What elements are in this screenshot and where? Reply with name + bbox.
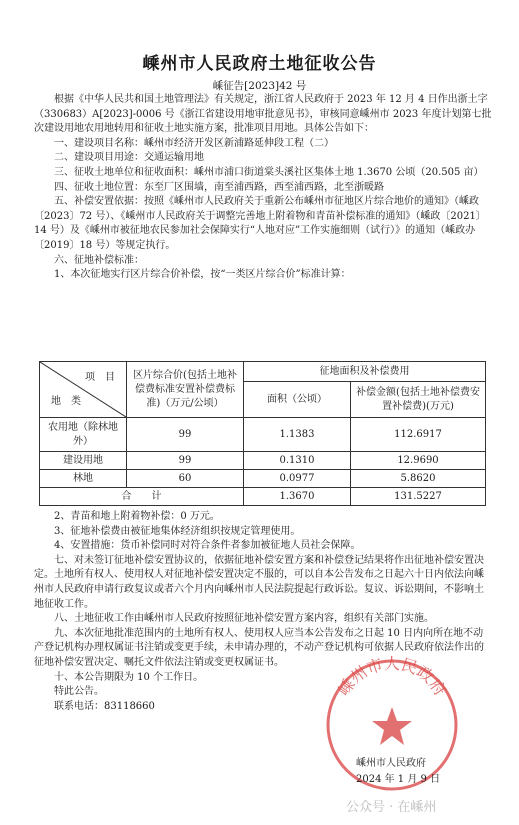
table-row xyxy=(40,418,486,452)
row-area: 0.1310 xyxy=(244,452,351,470)
item-implementation: 八、土地征收工作由嵊州市人民政府按照征地补偿安置方案内容，组织有关部门实施。 xyxy=(54,613,434,625)
closing-remark: 特此公告。 xyxy=(54,686,104,698)
compensation-table xyxy=(39,361,486,506)
table-row xyxy=(40,470,486,488)
header-price: 区片综合价(包括土地补偿费标准安置补偿费标准)（万元/公顷） xyxy=(127,362,244,418)
contact-phone: 联系电话：83118660 xyxy=(54,700,155,712)
row-price: 99 xyxy=(127,452,244,470)
row-amount: 112.6917 xyxy=(351,418,486,452)
table-row xyxy=(40,452,486,470)
corner-bottom-label: 地 类 xyxy=(51,395,81,407)
item-registration: 九、本次征地批准范围内的土地所有权人、使用权人应当本公告发布之日起 10 日内向所在地不动产登记机构办理权属证书注销或变更手续，未申请办理的，不动产登记机构可依据人民政府依法作出的征地补偿安置决定、嘱托文件依法注销或变更权属证书。 xyxy=(34,627,484,668)
diagonal-line xyxy=(40,362,126,417)
item-project-use: 二、建设项目用途：交通运输用地 xyxy=(54,152,204,164)
total-amount: 131.5227 xyxy=(351,488,486,506)
row-amount: 12.9690 xyxy=(351,452,486,470)
item-fee-management: 3、征地补偿费由被征地集体经济组织按规定管理使用。 xyxy=(54,525,301,537)
item-period: 十、本公告期限为 10 个工作日。 xyxy=(54,671,204,683)
item-resettlement: 4、安置措施：货币补偿同时对符合条件者参加被征地人员社会保障。 xyxy=(54,540,361,552)
item-standard-1: 1、本次征地实行区片综合价补偿，按“一类区片综合价”标准计算： xyxy=(54,269,351,281)
row-type: 林地 xyxy=(40,470,127,488)
svg-text:嵊州市人民政府 xyxy=(334,655,450,699)
row-type: 农用地（除林地外） xyxy=(40,418,127,452)
row-price: 60 xyxy=(127,470,244,488)
header-amount: 补偿金额(包括土地补偿费安置补偿费)(万元) xyxy=(351,382,486,418)
corner-top-label: 项 目 xyxy=(85,371,115,383)
item-area: 三、征收土地单位和征收面积：嵊州市浦口街道棠头溪社区集体土地 1.3670 公顷（20.505 亩） xyxy=(54,166,484,178)
table-total-row xyxy=(40,488,486,506)
total-area: 1.3670 xyxy=(244,488,351,506)
document-number: 嵊征告[2023]42 号 xyxy=(212,80,307,92)
row-area: 0.0977 xyxy=(244,470,351,488)
item-location: 四、征收土地位置：东至厂区围墙，南至浦西路，西至浦西路，北至浙暖路 xyxy=(54,181,384,193)
item-standard: 六、征地补偿标准： xyxy=(54,254,144,266)
row-type: 建设用地 xyxy=(40,452,127,470)
item-crops: 2、青苗和地上附着物补偿：0 万元。 xyxy=(54,511,220,522)
item-basis: 五、补偿安置依据：按照《嵊州市人民政府关于重新公布嵊州市征地区片综合地价的通知》（嵊政〔2023〕72 号）、《嵊州市人民政府关于调整完善地上附着物和青苗补偿标准的通知》（嵊政〔2021〕14 号）及《嵊州市被征地农民参加社会保障实行“人地对应”工作实施细则（试行）》的通知（嵊政办〔2019〕18 号）等规定执行。 xyxy=(34,196,486,251)
watermark: 公众号 · 在嵊州 xyxy=(346,800,437,815)
total-label: 合 计 xyxy=(40,488,244,506)
corner-cell xyxy=(40,362,127,418)
header-group: 征地面积及补偿费用 xyxy=(244,362,486,382)
row-price: 99 xyxy=(127,418,244,452)
item-review: 七、对未签订征地补偿安置协议的，依据征地补偿安置方案和补偿登记结果将作出征地补偿安置决定。土地所有权人、使用权人对征地补偿安置决定不服的，可以自本公告发布之日起六十日内依法向嵊州市人民政府申请行政复议或者六个月内向嵊州市人民法院提起行政诉讼。复议、诉讼期间，不影响土地征收工作。 xyxy=(34,554,484,610)
signing-date: 2024 年 1 月 9 日 xyxy=(356,774,441,785)
intro-paragraph: 根据《中华人民共和国土地管理法》有关规定，浙江省人民政府于 2023 年 12 月 4 日作出浙土字（330683）A[2023]-0006 号《浙江省建设用地审批意见书》，审核同意嵊州市 2023 年度计划第七批次建设用地农用地转用和征收土地实施方案，批准项目用地。具体公告如下： xyxy=(34,94,492,135)
seal-text: 嵊州市人民政府 xyxy=(334,655,450,700)
row-amount: 5.8620 xyxy=(351,470,486,488)
notice-body xyxy=(34,93,492,283)
signing-organization: 嵊州市人民政府 xyxy=(356,758,426,769)
item-project-name: 一、建设项目名称：嵊州市经济开发区新浦路延伸段工程（二） xyxy=(54,137,334,149)
notice-title: 嵊州市人民政府土地征收公告 xyxy=(142,54,377,74)
row-area: 1.1383 xyxy=(244,418,351,452)
header-area: 面积（公顷） xyxy=(244,382,351,418)
